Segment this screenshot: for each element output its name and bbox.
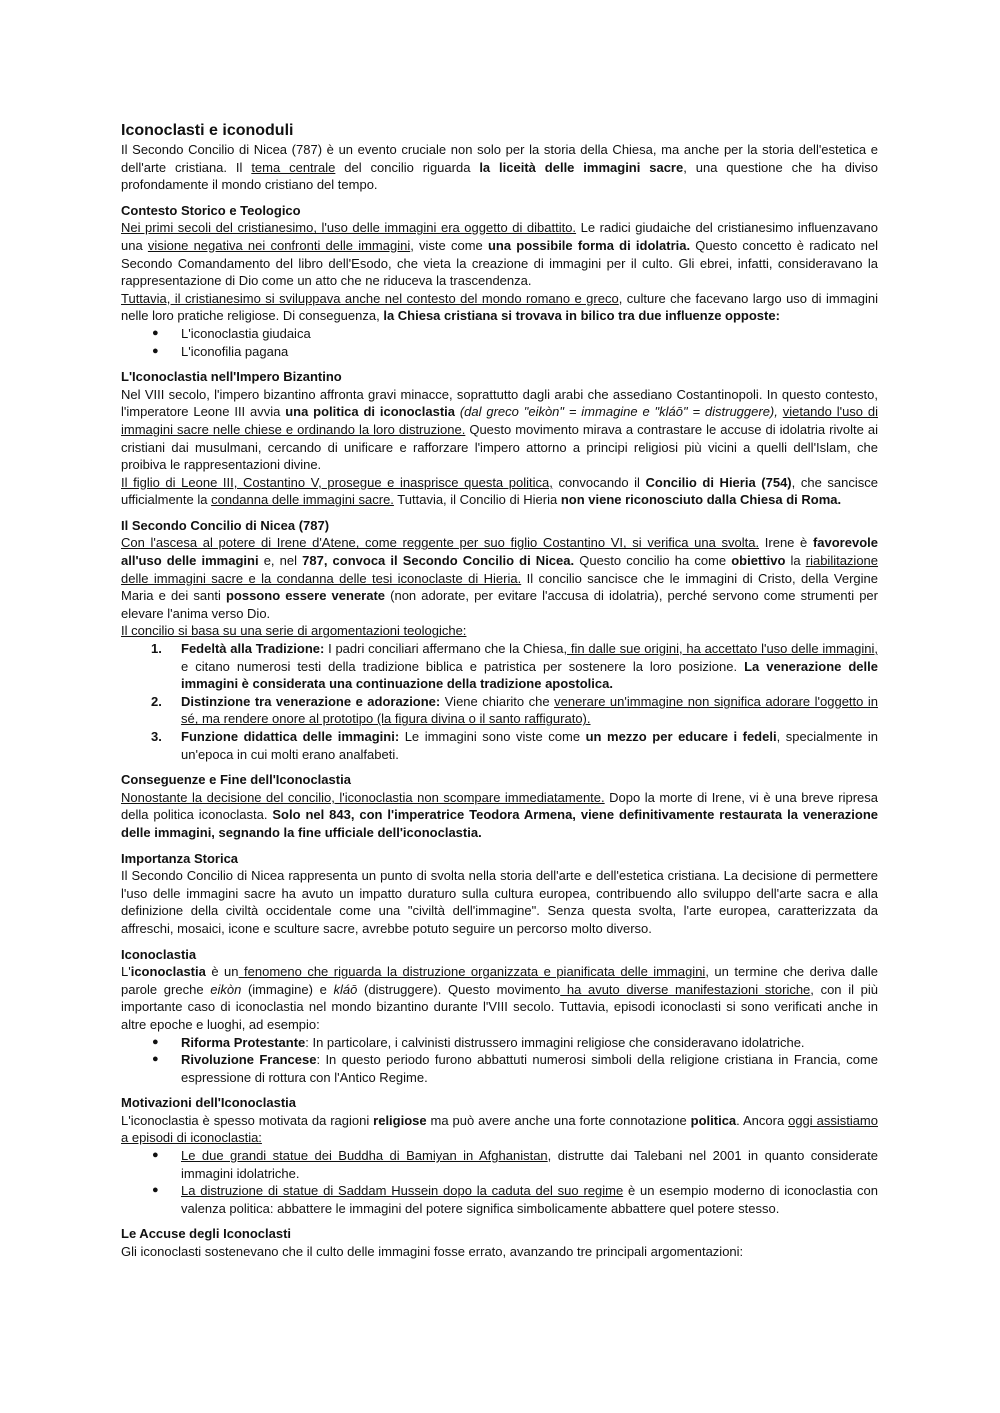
text-run: obiettivo: [731, 553, 786, 569]
section-heading: L'Iconoclastia nell'Impero Bizantino: [121, 369, 342, 385]
text-run: è un esempio moderno di iconoclastia con valenza politica: abbattere le immagini del potere significa simbolicamente abbattere quel potere stesso.: [181, 1183, 878, 1216]
list-item: [121, 728, 878, 763]
text-run: Le radici giudaiche del cristianesimo influenzavano una: [121, 220, 878, 253]
paragraph: [121, 290, 878, 325]
text-run: Tuttavia, il cristianesimo si sviluppava anche nel contesto del mondo romano e greco: [121, 290, 619, 306]
text-run: Le immagini sono viste come: [399, 729, 586, 744]
text-run: Rivoluzione Francese: [181, 1052, 317, 1068]
text-run: la: [785, 553, 806, 569]
text-run: L'iconofilia pagana: [181, 343, 289, 359]
text-run: condanna delle immagini sacre.: [211, 492, 394, 508]
section-heading: Importanza Storica: [121, 850, 239, 866]
intro-paragraph: [121, 141, 878, 194]
bullet-list: [121, 325, 878, 360]
text-run: , un termine che deriva dalle parole greche: [121, 964, 878, 997]
text-run: L'iconoclastia giudaica: [181, 325, 311, 341]
text-run: Funzione didattica delle immagini:: [181, 729, 400, 744]
section-heading: Conseguenze e Fine dell'Iconoclastia: [121, 772, 351, 788]
text-run: (non adorate, per evitare l'accusa di idolatria), perché servono come strumenti per elevare l'anima verso Dio.: [121, 588, 878, 621]
text-run: , fin dalle sue origini, ha accettato l'uso delle immagini,: [563, 641, 878, 657]
text-run: Questo concilio ha come: [574, 553, 732, 569]
list-number: 3.: [151, 729, 162, 744]
section-heading: Contesto Storico e Teologico: [121, 202, 301, 218]
text-run: , una questione che ha diviso profondamente il mondo cristiano del tempo.: [121, 159, 879, 193]
text-run: la liceità delle immagini sacre: [479, 159, 684, 175]
paragraph: [121, 789, 878, 842]
text-run: è un: [205, 964, 239, 980]
text-run: oggi assistiamo a episodi di iconoclastia:: [121, 1112, 878, 1146]
bullet-icon: ●: [152, 1053, 159, 1066]
bullet-icon: ●: [152, 1035, 159, 1048]
text-run: politica: [690, 1112, 737, 1128]
text-run: Con l'ascesa al potere di Irene d'Atene, come reggente per suo figlio Costantino VI, si verifica una svolta.: [121, 535, 760, 551]
bullet-list: [121, 1034, 878, 1087]
text-run: e, nel: [258, 553, 303, 569]
paragraph: [121, 1112, 878, 1147]
text-run: L': [121, 964, 131, 980]
paragraph: [121, 867, 878, 937]
text-run: I padri conciliari affermano che la Chiesa: [324, 641, 564, 657]
text-run: un mezzo per educare i fedeli: [585, 729, 777, 744]
text-run: Nei primi secoli del cristianesimo, l'uso delle immagini era oggetto di dibattito.: [121, 220, 577, 236]
text-run: L'iconoclastia è spesso motivata da ragioni: [121, 1112, 374, 1128]
list-item: [121, 693, 878, 728]
text-run: del concilio riguarda: [335, 159, 480, 175]
text-run: venerare un'immagine non significa adorare l'oggetto in sé, ma rendere onore al prototipo (la figura divina o il santo raffigurato).: [181, 693, 878, 727]
text-run: (immagine) e: [241, 981, 334, 997]
paragraph: [121, 474, 878, 509]
bullet-icon: ●: [152, 326, 159, 339]
list-item: [121, 343, 878, 361]
paragraph: [121, 386, 878, 474]
list-item: [121, 1182, 878, 1217]
text-run: ma può avere anche una forte connotazione: [426, 1112, 691, 1128]
text-run: : In particolare, i calvinisti distrussero immagini religiose che consideravano idolatriche.: [305, 1034, 805, 1050]
text-run: : In questo periodo furono abbattuti numerosi simboli della religione cristiana in Francia, come espressione di rottura con l'Antico Regime.: [181, 1052, 878, 1085]
document-title: Iconoclasti e iconoduli: [121, 122, 294, 139]
text-run: una politica di iconoclastia: [285, 404, 456, 420]
paragraph: [121, 963, 878, 1033]
document-page: [121, 121, 878, 1261]
text-run: e citano numerosi testi della tradizione biblica e patristica per sostenere la loro posizione.: [181, 658, 745, 674]
text-run: religiose: [373, 1112, 427, 1128]
bullet-icon: ●: [152, 344, 159, 357]
paragraph: [121, 622, 878, 640]
text-run: 787, convoca il Secondo Concilio di Nicea.: [302, 553, 575, 569]
text-run: , viste come: [410, 237, 488, 253]
text-run: Il figlio di Leone III, Costantino V, prosegue e inasprisce questa politica,: [121, 474, 553, 490]
list-item: [121, 1051, 878, 1086]
text-run: , culture che facevano largo uso di immagini nelle loro pratiche religiose. Di conseguenza,: [121, 290, 878, 324]
text-run: (dal greco "eikòn" = immagine e "kláō" = distruggere),: [455, 404, 778, 420]
text-run: Fedeltà alla Tradizione:: [181, 641, 325, 657]
text-run: Il concilio si basa su una serie di argomentazioni teologiche:: [121, 623, 467, 639]
text-run: possono essere venerate: [225, 588, 386, 604]
text-run: Distinzione tra venerazione e adorazione:: [181, 693, 441, 709]
sections-container: [121, 202, 878, 1261]
text-run: , specialmente in un'epoca in cui molti erano analfabeti.: [181, 729, 878, 762]
list-item: [121, 640, 878, 693]
text-run: Gli iconoclasti sostenevano che il culto delle immagini fosse errato, avanzando tre principali argomentazioni:: [121, 1244, 744, 1260]
text-run: Irene è: [759, 535, 813, 551]
text-run: Le due grandi statue dei Buddha di Bamiyan in Afghanistan: [181, 1148, 548, 1164]
text-run: eikòn: [210, 981, 242, 997]
text-run: convocando il: [552, 474, 646, 490]
section-heading: Motivazioni dell'Iconoclastia: [121, 1095, 297, 1111]
list-item: [121, 325, 878, 343]
text-run: , che sancisce ufficialmente la: [121, 474, 878, 508]
text-run: Viene chiarito che: [440, 693, 555, 709]
text-run: Il Secondo Concilio di Nicea rappresenta un punto di svolta nella storia dell'arte e dell'estetica cristiana. La decisione di permettere l'uso delle immagini sacre ha avuto un impatto duraturo sulla cultura europea, contribuendo allo sviluppo dell'arte sacra e alla definizione della civiltà occidentale come una "civiltà dell'immagine". Senza questa svolta, l'arte europea, caratterizzata da affreschi, mosaici, icone e sculture sacre, avrebbe potuto seguire un percorso molto diverso.: [121, 868, 878, 936]
text-run: (distruggere). Questo movimento: [357, 981, 561, 997]
text-run: riabilitazione delle immagini sacre e la condanna delle tesi iconoclaste di Hieria.: [121, 553, 879, 586]
text-run: Il Secondo Concilio di Nicea (787) è un evento cruciale non solo per la storia della Chiesa, ma anche per la storia dell'estetica e dell'arte cristiana. Il: [121, 142, 878, 175]
text-run: , distrutte dai Talebani nel 2001 in quanto considerate immagini idolatriche.: [181, 1148, 878, 1181]
text-run: Tuttavia, il Concilio di Hieria: [393, 492, 561, 508]
text-run: La venerazione delle immagini è considerata una continuazione della tradizione apostolica.: [181, 658, 878, 692]
paragraph: [121, 534, 878, 622]
text-run: visione negativa nei confronti delle immagini: [147, 237, 411, 253]
text-run: iconoclastia: [130, 964, 206, 980]
text-run: Questo concetto è radicato nel Secondo Comandamento del libro dell'Esodo, che vieta la creazione di immagini per il culto. Gli ebrei, infatti, consideravano la rappresentazione di Dio come un atto che ne riduceva la trascendenza.: [121, 237, 879, 289]
text-run: vietando l'uso di immagini sacre nelle chiese e ordinando la loro distruzione.: [121, 404, 878, 437]
text-run: fenomeno che riguarda la distruzione organizzata e pianificata delle immagini: [238, 964, 706, 980]
bullet-icon: ●: [152, 1149, 159, 1162]
bullet-icon: ●: [152, 1184, 159, 1197]
text-run: Riforma Protestante: [181, 1034, 306, 1050]
text-run: kláō: [333, 981, 358, 997]
text-run: Solo nel 843, con l'imperatrice Teodora Armena, viene definitivamente restaurata la venerazione delle immagini, segnando la fine ufficiale dell'iconoclastia.: [121, 807, 878, 840]
paragraph: [121, 1243, 878, 1261]
text-run: . Ancora: [736, 1112, 789, 1128]
text-run: tema centrale: [251, 159, 336, 175]
list-number: 2.: [151, 693, 162, 709]
text-run: Dopo la morte di Irene, vi è una breve ripresa della politica iconoclasta.: [121, 789, 878, 823]
text-run: Nel VIII secolo, l'impero bizantino affronta gravi minacce, soprattutto dagli arabi che assediano Costantinopoli. In questo contesto, l'imperatore Leone III avvia: [121, 386, 878, 420]
text-run: , con il più importante caso di iconoclastia nel mondo bizantino durante l'VIII secolo. Tuttavia, episodi iconoclasti si sono verificati anche in altre epoche e luoghi, ad esempio:: [121, 981, 878, 1032]
text-run: Concilio di Hieria (754): [645, 474, 792, 490]
section-heading: Le Accuse degli Iconoclasti: [121, 1226, 292, 1242]
text-run: favorevole all'uso delle immagini: [121, 535, 878, 569]
list-item: [121, 1147, 878, 1182]
text-run: Questo movimento mirava a contrastare le accuse di idolatria rivolte ai cristiani dai musulmani, cercando di unificare e rafforzare l'impero attorno a principi religiosi più vicini a quelli dell'Islam, che proibiva le rappresentazioni divine.: [121, 421, 878, 473]
text-run: non viene riconosciuto dalla Chiesa di Roma.: [560, 492, 842, 508]
text-run: una possibile forma di idolatria.: [487, 237, 691, 253]
text-run: Nonostante la decisione del concilio, l'iconoclastia non scompare immediatamente.: [121, 789, 605, 805]
text-run: ha avuto diverse manifestazioni storiche: [560, 981, 811, 997]
section-heading: Il Secondo Concilio di Nicea (787): [121, 517, 330, 533]
text-run: La distruzione di statue di Saddam Hussein dopo la caduta del suo regime: [181, 1183, 624, 1199]
bullet-list: [121, 1147, 878, 1217]
list-item: [121, 1034, 878, 1052]
numbered-list: [121, 640, 878, 763]
section-heading: Iconoclastia: [121, 946, 197, 962]
text-run: Il concilio sancisce che le immagini di Cristo, della Vergine Maria e dei santi: [121, 570, 878, 604]
paragraph: [121, 219, 878, 289]
list-number: 1.: [151, 641, 162, 657]
text-run: la Chiesa cristiana si trovava in bilico tra due influenze opposte:: [383, 308, 780, 324]
